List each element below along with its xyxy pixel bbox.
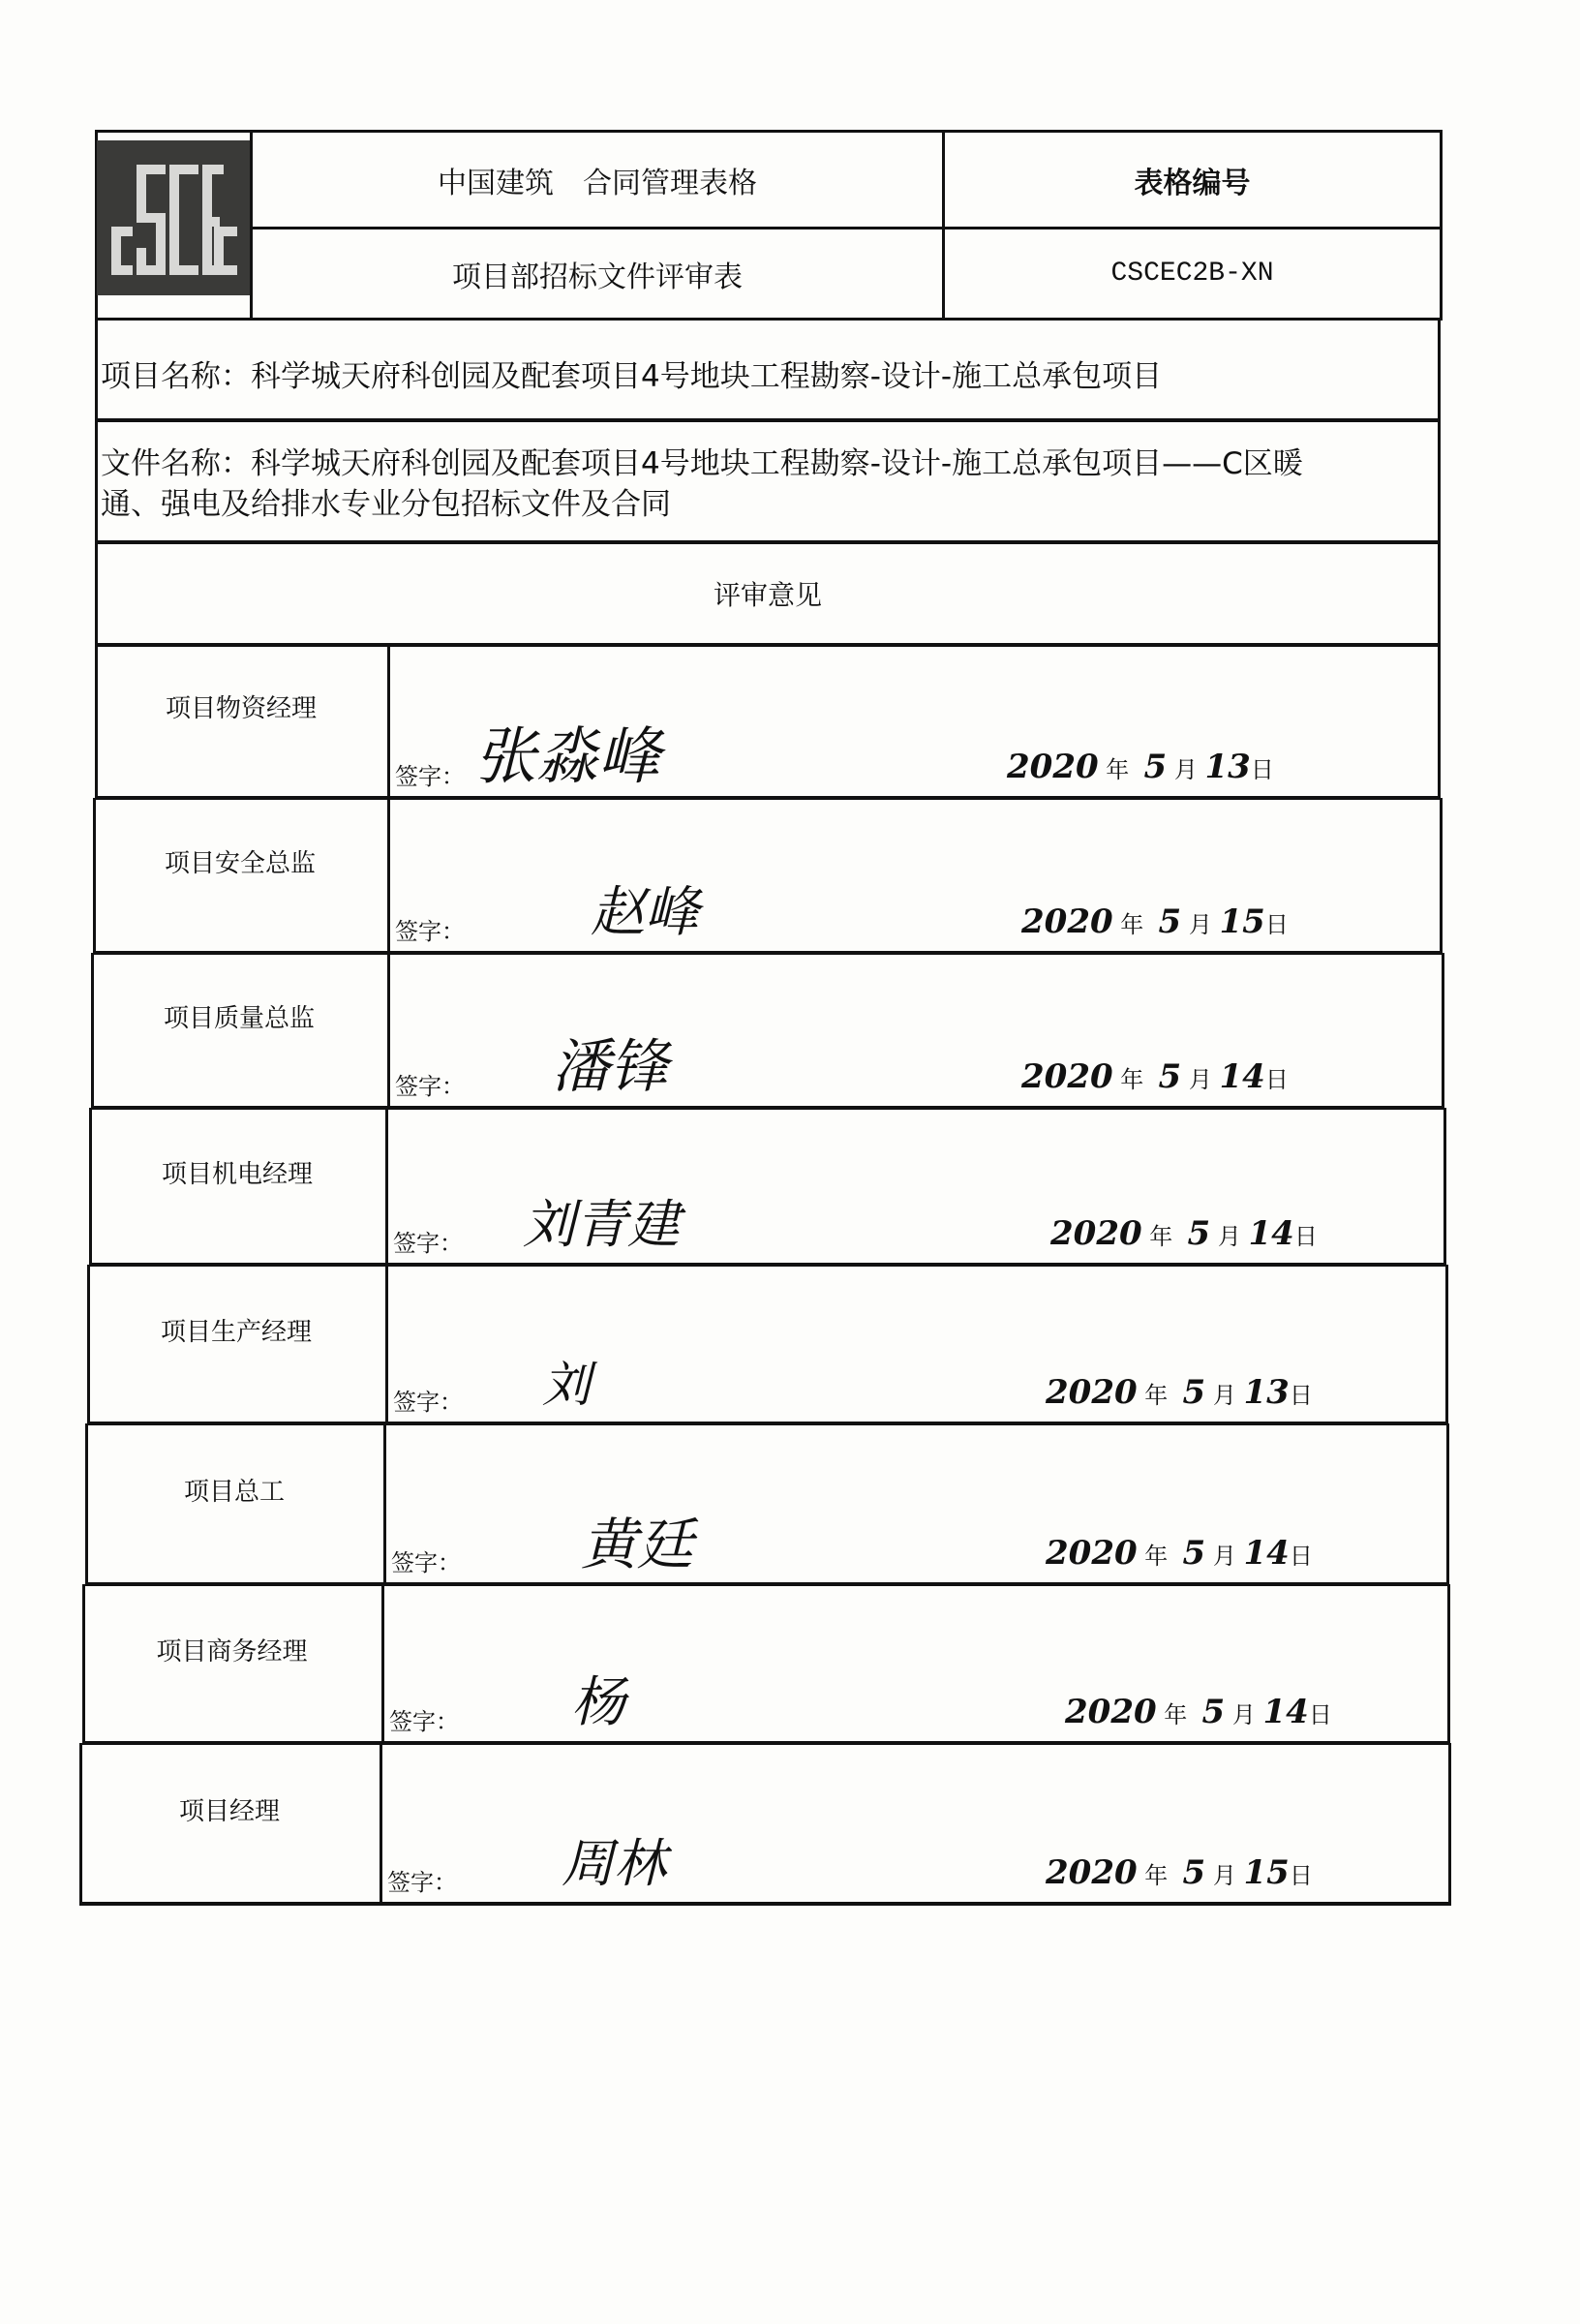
sign-month: 5 (1158, 902, 1182, 941)
sign-label: 签字： (393, 1389, 463, 1416)
month-unit: 月 (1212, 1862, 1236, 1889)
handwritten-signature: 潘锋 (552, 1033, 668, 1101)
month-unit: 月 (1188, 1066, 1212, 1093)
reviewer-role: 项目物资经理 (165, 693, 317, 723)
sign-label: 签字： (395, 1073, 465, 1100)
file-name-label: 文件名称： (101, 446, 251, 481)
sign-day: 15 (1243, 1853, 1290, 1892)
form-number-value: CSCEC2B-XN (1110, 259, 1274, 289)
sign-date (1021, 1057, 1289, 1096)
month-unit: 月 (1173, 756, 1198, 783)
sign-date (1065, 1693, 1332, 1731)
file-name-value-line2: 通、强电及给排水专业分包招标文件及合同 (101, 487, 671, 522)
month-unit: 月 (1212, 1382, 1236, 1409)
form-subtitle: 项目部招标文件评审表 (452, 260, 743, 294)
handwritten-signature: 杨 (571, 1671, 625, 1734)
sign-month: 5 (1158, 1057, 1182, 1096)
sign-month: 5 (1182, 1373, 1206, 1412)
handwritten-signature: 刘青建 (523, 1194, 680, 1255)
sign-month: 5 (1143, 748, 1168, 786)
sign-date (1046, 1853, 1313, 1892)
project-name-label: 项目名称： (101, 359, 251, 394)
sign-day: 13 (1243, 1373, 1290, 1412)
form-title: 中国建筑 合同管理表格 (438, 166, 757, 200)
sign-day: 14 (1219, 1057, 1265, 1096)
sign-year: 2020 (1046, 1534, 1138, 1573)
sign-date (1050, 1214, 1318, 1253)
day-unit: 日 (1250, 756, 1274, 783)
reviewer-role: 项目质量总监 (163, 1003, 315, 1033)
sign-month: 5 (1201, 1693, 1226, 1731)
sign-label: 签字： (395, 763, 465, 790)
project-name-row (101, 352, 1162, 395)
form-number-label: 表格编号 (1134, 166, 1251, 200)
month-unit: 月 (1217, 1223, 1241, 1250)
year-unit: 年 (1149, 1223, 1173, 1250)
day-unit: 日 (1289, 1543, 1313, 1570)
sign-year: 2020 (1050, 1214, 1142, 1253)
sign-month: 5 (1182, 1534, 1206, 1573)
month-unit: 月 (1188, 911, 1212, 938)
month-unit: 月 (1231, 1701, 1256, 1728)
sign-label: 签字： (395, 918, 465, 945)
reviewer-role: 项目安全总监 (164, 848, 316, 878)
sign-year: 2020 (1046, 1853, 1138, 1892)
day-unit: 日 (1289, 1862, 1313, 1889)
reviewer-role: 项目经理 (178, 1796, 280, 1826)
cscec-logo (97, 140, 250, 295)
handwritten-signature: 周林 (562, 1833, 666, 1894)
handwritten-signature: 张淼峰 (474, 721, 660, 793)
handwritten-signature: 赵峰 (591, 881, 699, 944)
day-unit: 日 (1293, 1223, 1318, 1250)
sign-date (1046, 1373, 1313, 1412)
file-name-row (101, 443, 1303, 525)
handwritten-signature: 刘 (542, 1357, 591, 1413)
sign-date (1021, 902, 1289, 941)
sign-year: 2020 (1021, 1057, 1113, 1096)
month-unit: 月 (1212, 1543, 1236, 1570)
review-heading: 评审意见 (713, 579, 822, 611)
reviewer-role: 项目总工 (183, 1477, 285, 1507)
cscec-logo-icon (106, 155, 241, 281)
project-name-value: 科学城天府科创园及配套项目4号地块工程勘察-设计-施工总承包项目 (251, 359, 1163, 394)
sign-year: 2020 (1046, 1373, 1138, 1412)
year-unit: 年 (1144, 1382, 1169, 1409)
sign-year: 2020 (1021, 902, 1113, 941)
day-unit: 日 (1264, 911, 1289, 938)
day-unit: 日 (1264, 1066, 1289, 1093)
sign-month: 5 (1187, 1214, 1211, 1253)
day-unit: 日 (1308, 1701, 1332, 1728)
year-unit: 年 (1164, 1701, 1188, 1728)
sign-day: 13 (1204, 748, 1251, 786)
sign-year: 2020 (1007, 748, 1099, 786)
sign-month: 5 (1182, 1853, 1206, 1892)
year-unit: 年 (1144, 1862, 1169, 1889)
sign-label: 签字： (387, 1869, 457, 1896)
sign-label: 签字： (389, 1708, 459, 1735)
sign-year: 2020 (1065, 1693, 1157, 1731)
year-unit: 年 (1144, 1543, 1169, 1570)
reviewer-role: 项目机电经理 (161, 1159, 313, 1189)
year-unit: 年 (1120, 911, 1144, 938)
reviewer-role: 项目生产经理 (160, 1317, 312, 1347)
sign-day: 14 (1243, 1534, 1290, 1573)
file-name-value-line1: 科学城天府科创园及配套项目4号地块工程勘察-设计-施工总承包项目——C区暖 (251, 446, 1303, 481)
sign-date (1007, 748, 1274, 786)
year-unit: 年 (1106, 756, 1130, 783)
sign-label: 签字： (391, 1549, 461, 1576)
sign-day: 15 (1219, 902, 1265, 941)
sign-label: 签字： (393, 1230, 463, 1257)
day-unit: 日 (1289, 1382, 1313, 1409)
reviewer-role: 项目商务经理 (156, 1636, 308, 1667)
sign-day: 14 (1262, 1693, 1309, 1731)
sign-day: 14 (1248, 1214, 1294, 1253)
sign-date (1046, 1534, 1313, 1573)
handwritten-signature: 黄廷 (581, 1512, 694, 1577)
year-unit: 年 (1120, 1066, 1144, 1093)
